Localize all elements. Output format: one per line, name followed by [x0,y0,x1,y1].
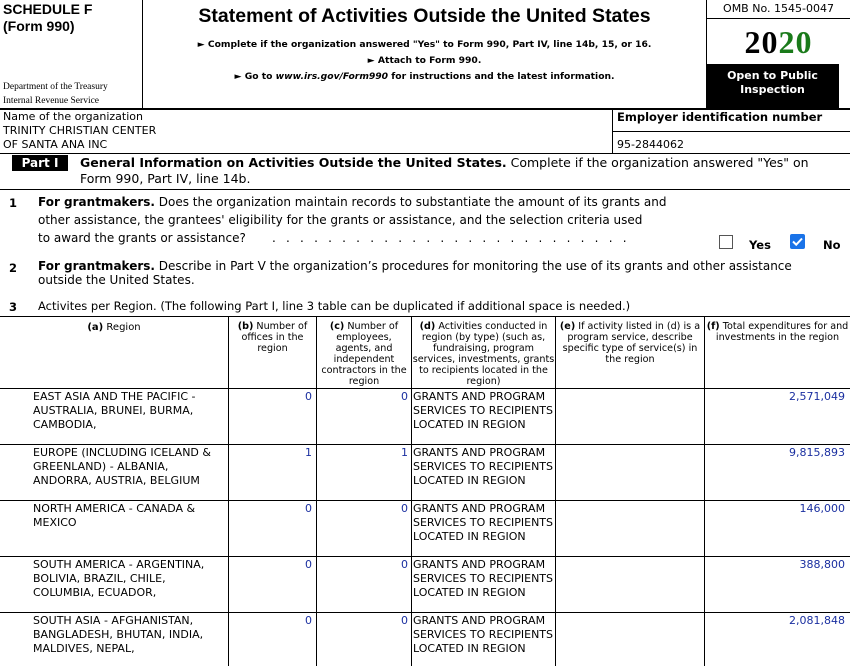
row1-region: EAST ASIA AND THE PACIFIC - AUSTRALIA, BRUNEI, BURMA, CAMBODIA, [33,390,196,431]
q1-text-line1: For grantmakers. Does the organization maintain records to substantiate the amount of its grants and [38,195,667,209]
part1-title-line2: Form 990, Part IV, line 14b. [80,171,251,186]
q1-dots: . . . . . . . . . . . . . . . . . . . . . . . . . . [272,231,630,245]
row5-region: SOUTH ASIA - AFGHANISTAN, BANGLADESH, BHUTAN, INDIA, MALDIVES, NEPAL, [33,614,204,655]
ein-value: 95-2844062 [617,138,684,151]
col-header-offices: (b) Number of offices in the region [237,321,308,354]
row3-total: 146,000 [799,502,845,515]
row3-activity: GRANTS AND PROGRAM SERVICES TO RECIPIENTS LOCATED IN REGION [413,502,554,543]
row3-employees: 0 [401,502,408,515]
row2-offices: 1 [305,446,312,459]
form-title: Statement of Activities Outside the United States [198,5,651,27]
row2-total: 9,815,893 [789,446,845,459]
row5-activity: GRANTS AND PROGRAM SERVICES TO RECIPIENTS LOCATED IN REGION [413,614,554,655]
row2-employees: 1 [401,446,408,459]
q1-text-line3: to award the grants or assistance? [38,231,246,245]
row1-total: 2,571,049 [789,390,845,403]
col-header-activities: (d) Activities conducted in region (by type) (such as, fundraising, program services, investments, grants to recipients located in the region) [412,321,555,387]
org-name-line1: TRINITY CHRISTIAN CENTER [3,124,157,137]
instruction-attach: ► Attach to Form 990. [367,55,482,66]
dept-treasury: Department of the Treasury [3,82,108,92]
row5-employees: 0 [401,614,408,627]
col-header-region: (a) Region [87,322,141,333]
open-to-public-box: Open to Public Inspection [706,64,839,109]
row4-region: SOUTH AMERICA - ARGENTINA, BOLIVIA, BRAZIL, CHILE, COLUMBIA, ECUADOR, [33,558,205,599]
q1-no-label: No [823,238,841,252]
row4-activity: GRANTS AND PROGRAM SERVICES TO RECIPIENTS LOCATED IN REGION [413,558,554,599]
col-header-expenditures: (f) Total expenditures for and investments in the region [706,321,849,343]
row2-region: EUROPE (INCLUDING ICELAND & GREENLAND) - ALBANIA, ANDORRA, AUSTRIA, BELGIUM [33,446,211,487]
row1-employees: 0 [401,390,408,403]
q1-text-line2: other assistance, the grantees' eligibility for the grants or assistance, and the selection criteria used [38,213,643,227]
col-header-employees: (c) Number of employees, agents, and independent contractors in the region [321,321,407,387]
irs-url-link[interactable]: www.irs.gov/Form990 [275,71,389,82]
org-name-line2: OF SANTA ANA INC [3,138,108,151]
row4-total: 388,800 [799,558,845,571]
schedule-label: SCHEDULE F [3,1,93,17]
tax-year: 2020 [744,24,813,60]
instruction-goto: ► Go to www.irs.gov/Form990 for instructions and the latest information. [234,71,615,82]
row2-activity: GRANTS AND PROGRAM SERVICES TO RECIPIENTS LOCATED IN REGION [413,446,554,487]
row5-total: 2,081,848 [789,614,845,627]
ein-label: Employer identification number [617,110,823,124]
irs-label: Internal Revenue Service [3,96,100,106]
q1-number: 1 [9,196,18,210]
instruction-complete: ► Complete if the organization answered "Yes" to Form 990, Part IV, line 14b, 15, or 16. [197,39,652,50]
q2-text-line2: outside the United States. [38,273,195,287]
row1-offices: 0 [305,390,312,403]
org-name-label: Name of the organization [3,110,143,123]
q2-number: 2 [9,261,18,275]
q1-yes-label: Yes [749,238,771,252]
row4-employees: 0 [401,558,408,571]
part1-badge: Part I [12,155,68,171]
row4-offices: 0 [305,558,312,571]
form-label: (Form 990) [3,18,75,34]
q3-text: Activites per Region. (The following Part I, line 3 table can be duplicated if additional space is needed.) [38,299,631,313]
col-header-service: (e) If activity listed in (d) is a program service, describe specific type of service(s) in the region [559,321,701,365]
omb-number: OMB No. 1545-0047 [723,2,834,15]
q3-number: 3 [9,300,18,314]
row3-offices: 0 [305,502,312,515]
part1-title: General Information on Activities Outside the United States. Complete if the organization answered "Yes" on [80,155,809,170]
row1-activity: GRANTS AND PROGRAM SERVICES TO RECIPIENTS LOCATED IN REGION [413,390,554,431]
q2-text-line1: For grantmakers. Describe in Part V the organization’s procedures for monitoring the use of its grants and other assistance [38,259,792,273]
row3-region: NORTH AMERICA - CANADA & MEXICO [33,502,196,529]
row5-offices: 0 [305,614,312,627]
